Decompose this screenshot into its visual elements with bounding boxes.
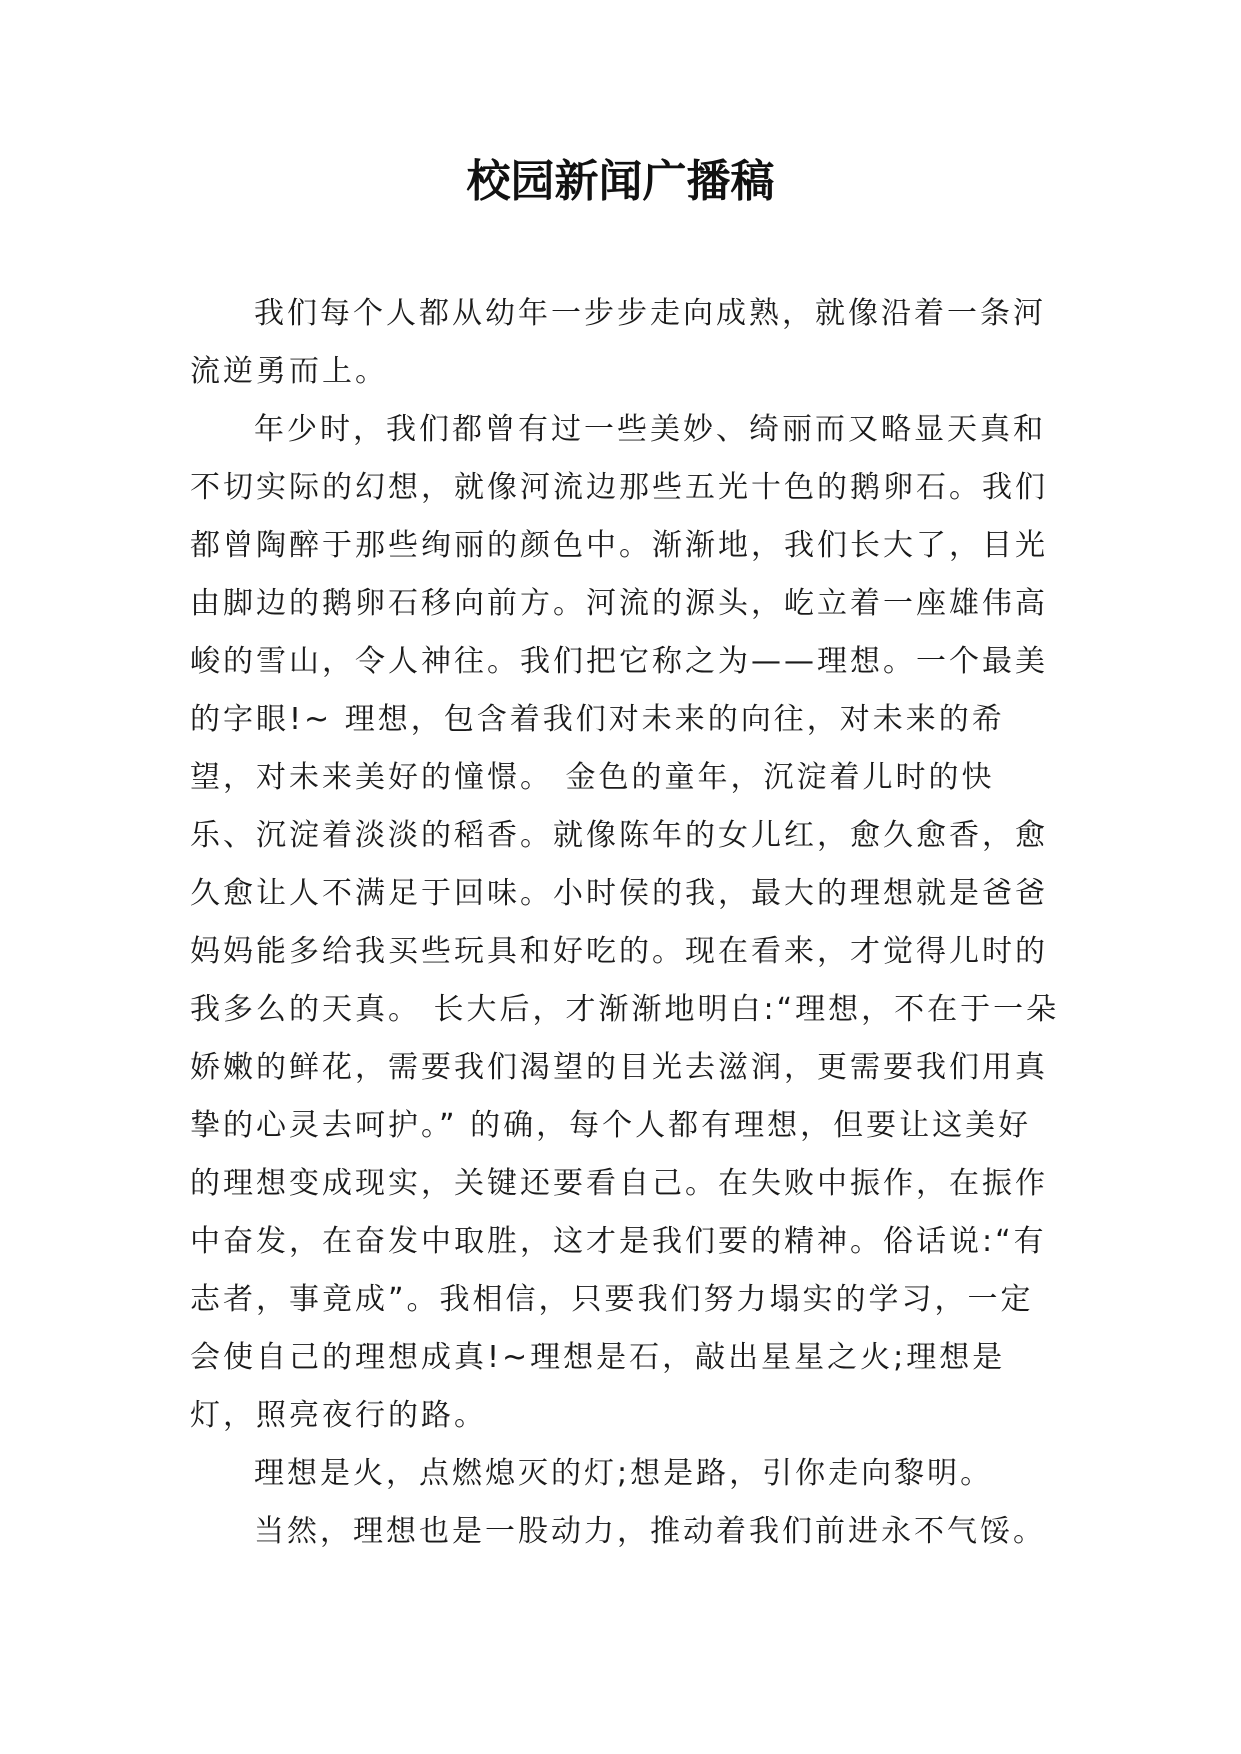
paragraph-3: 理想是火，点燃熄灭的灯;想是路，引你走向黎明。	[254, 1456, 994, 1491]
paragraph-1: 我们每个人都从幼年一步步走向成熟，就像沿着一条河流逆勇而上。	[190, 296, 1046, 389]
paragraph-2: 年少时，我们都曾有过一些美妙、绮丽而又略显天真和不切实际的幻想，就像河流边那些五光十色的鹅卵石。我们都曾陶醉于那些绚丽的颜色中。渐渐地，我们长大了，目光由脚边的鹅卵石移向前方。河流的源头，屹立着一座雄伟高峻的雪山，令人神往。我们把它称之为——理想。一个最美的字眼!~ 理想，包含着我们对未来的向往，对未来的希望，对未来美好的憧憬。 金色的童年，沉淀着儿时的快乐、沉淀着淡淡的稻香。就像陈年的女儿红，愈久愈香，愈久愈让人不满足于回味。小时侯的我，最大的理想就是爸爸妈妈能多给我买些玩具和好吃的。现在看来，才觉得儿时的我多么的天真。 长大后，才渐渐地明白:“理想，不在于一朵娇嫩的鲜花，需要我们渴望的目光去滋润，更需要我们用真挚的心灵去呵护。” 的确，每个人都有理想，但要让这美好的理想变成现实，关键还要看自己。在失败中振作，在振作中奋发，在奋发中取胜，这才是我们要的精神。俗话说:“有志者，事竟成”。我相信，只要我们努力塌实的学习，一定会使自己的理想成真!~理想是石，敲出星星之火;理想是灯，照亮夜行的路。	[190, 412, 1060, 1433]
paragraph-4: 当然，理想也是一股动力，推动着我们前进永不气馁。	[254, 1514, 1046, 1549]
document-title: 校园新闻广播稿	[466, 156, 775, 207]
document-body	[190, 285, 1060, 1561]
